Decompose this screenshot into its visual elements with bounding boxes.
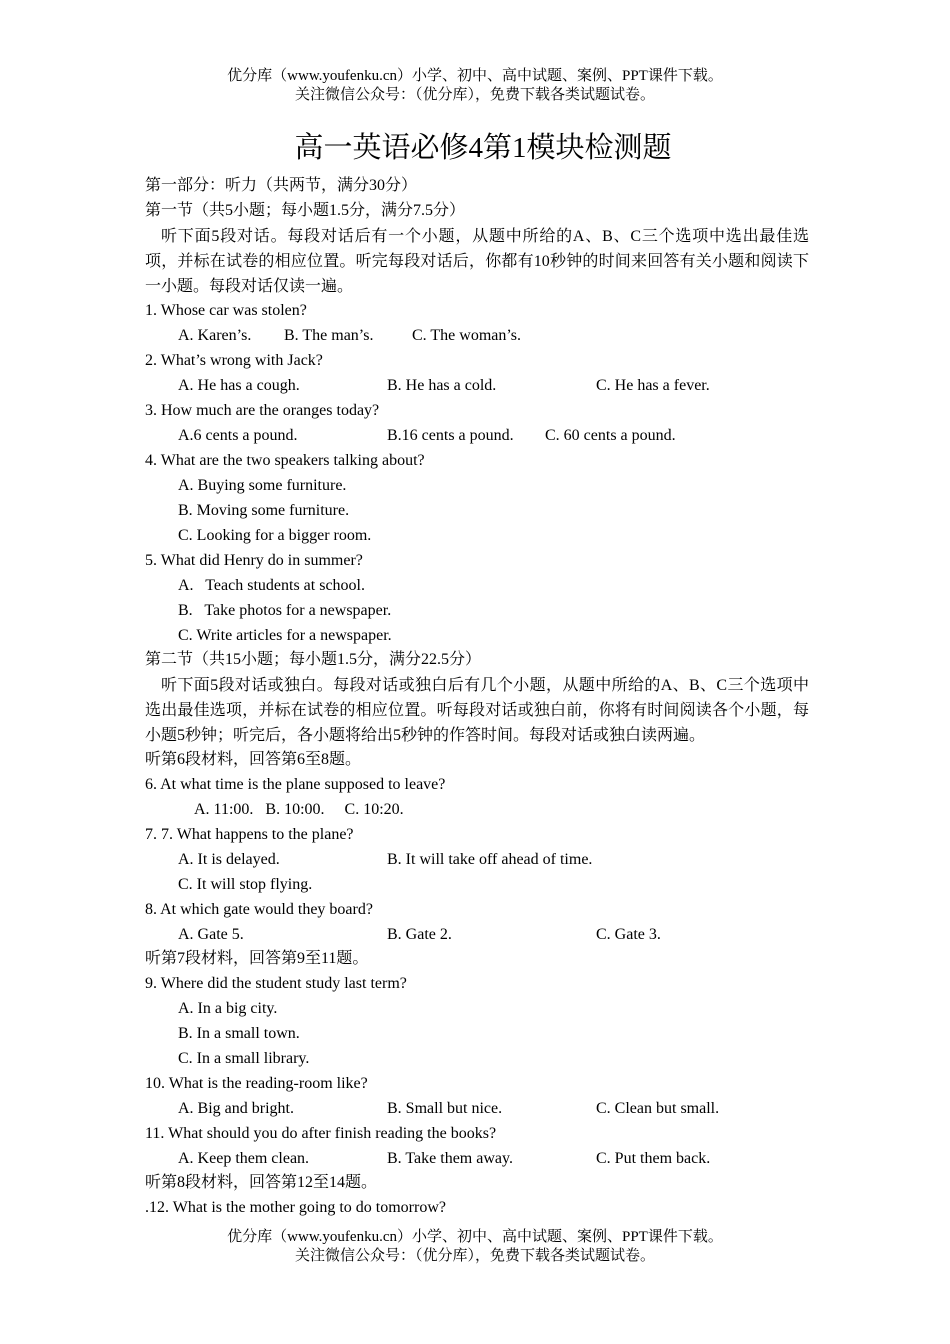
question-9: 9. Where did the student study last term?: [145, 975, 407, 992]
q11-option-a: A. Keep them clean.: [178, 1150, 310, 1167]
page-title: 高一英语必修4第1模块检测题: [294, 132, 672, 164]
footer-line-1: 优分库（www.youfenku.cn）小学、初中、高中试题、案例、PPT课件下载。: [227, 1229, 723, 1245]
q8-option-b: B. Gate 2.: [387, 926, 452, 943]
q7-option-b: B. It will take off ahead of time.: [387, 851, 593, 868]
q7-option-c: C. It will stop flying.: [178, 876, 313, 893]
q1-option-c: C. The woman’s.: [412, 327, 522, 344]
q2-option-b: B. He has a cold.: [387, 377, 497, 394]
q2-option-a: A. He has a cough.: [178, 377, 300, 394]
question-6: 6. At what time is the plane supposed to leave?: [145, 776, 446, 793]
q9-option-a: A. In a big city.: [178, 1000, 278, 1017]
q4-option-c: C. Looking for a bigger room.: [178, 527, 372, 544]
question-12: .12. What is the mother going to do tomorrow?: [145, 1199, 446, 1216]
material-6-heading: 听第6段材料，回答第6至8题。: [145, 751, 362, 768]
q9-option-c: C. In a small library.: [178, 1050, 310, 1067]
question-2: 2. What’s wrong with Jack?: [145, 352, 323, 369]
q11-option-b: B. Take them away.: [387, 1150, 513, 1167]
q8-option-c: C. Gate 3.: [596, 926, 661, 943]
q8-option-a: A. Gate 5.: [178, 926, 244, 943]
question-4: 4. What are the two speakers talking about?: [145, 452, 425, 469]
q2-option-c: C. He has a fever.: [596, 377, 710, 394]
question-7: 7. 7. What happens to the plane?: [145, 826, 354, 843]
question-1: 1. Whose car was stolen?: [145, 302, 307, 319]
header-line-2: 关注微信公众号：（优分库），免费下载各类试题试卷。: [294, 87, 655, 103]
q5-option-b: B. Take photos for a newspaper.: [178, 602, 392, 619]
question-8: 8. At which gate would they board?: [145, 901, 373, 918]
footer-line-2: 关注微信公众号：（优分库），免费下载各类试题试卷。: [294, 1248, 655, 1264]
header-line-1: 优分库（www.youfenku.cn）小学、初中、高中试题、案例、PPT课件下载。: [227, 68, 723, 84]
material-8-heading: 听第8段材料，回答第12至14题。: [145, 1174, 378, 1191]
q3-option-b: B.16 cents a pound.: [387, 427, 514, 444]
q4-option-a: A. Buying some furniture.: [178, 477, 347, 494]
section1-instructions: 听下面5段对话。每段对话后有一个小题，从题中所给的A、B、C三个选项中选出最佳选项，并标在试卷的相应位置。听完每段对话后，你都有10秒钟的时间来回答有关小题和阅读下一小题。每段对话仅读一遍。: [145, 228, 809, 295]
q10-option-c: C. Clean but small.: [596, 1100, 720, 1117]
section1-heading: 第一节（共5小题；每小题1.5分，满分7.5分）: [145, 202, 466, 219]
question-11: 11. What should you do after finish reading the books?: [145, 1125, 497, 1142]
question-5: 5. What did Henry do in summer?: [145, 552, 363, 569]
q5-option-a: A. Teach students at school.: [178, 577, 365, 594]
q10-option-a: A. Big and bright.: [178, 1100, 294, 1117]
section2-instructions: 听下面5段对话或独白。每段对话或独白后有几个小题，从题中所给的A、B、C三个选项中选出最佳选项，并标在试卷的相应位置。听每段对话或独白前，你将有时间阅读各个小题，每小题5秒钟；听完后，各小题将给出5秒钟的作答时间。每段对话或独白读两遍。: [145, 677, 809, 744]
q3-option-a: A.6 cents a pound.: [178, 427, 298, 444]
q5-option-c: C. Write articles for a newspaper.: [178, 627, 392, 644]
q9-option-b: B. In a small town.: [178, 1025, 300, 1042]
q6-options: A. 11:00. B. 10:00. C. 10:20.: [194, 801, 404, 818]
material-7-heading: 听第7段材料，回答第9至11题。: [145, 950, 369, 967]
q3-option-c: C. 60 cents a pound.: [545, 427, 676, 444]
q10-option-b: B. Small but nice.: [387, 1100, 503, 1117]
section2-heading: 第二节（共15小题；每小题1.5分，满分22.5分）: [145, 651, 482, 668]
q11-option-c: C. Put them back.: [596, 1150, 711, 1167]
question-3: 3. How much are the oranges today?: [145, 402, 380, 419]
q7-option-a: A. It is delayed.: [178, 851, 280, 868]
q1-option-a: A. Karen’s.: [178, 327, 252, 344]
q1-option-b: B. The man’s.: [284, 327, 374, 344]
q4-option-b: B. Moving some furniture.: [178, 502, 350, 519]
part-heading: 第一部分：听力（共两节，满分30分）: [145, 177, 418, 194]
question-10: 10. What is the reading-room like?: [145, 1075, 368, 1092]
